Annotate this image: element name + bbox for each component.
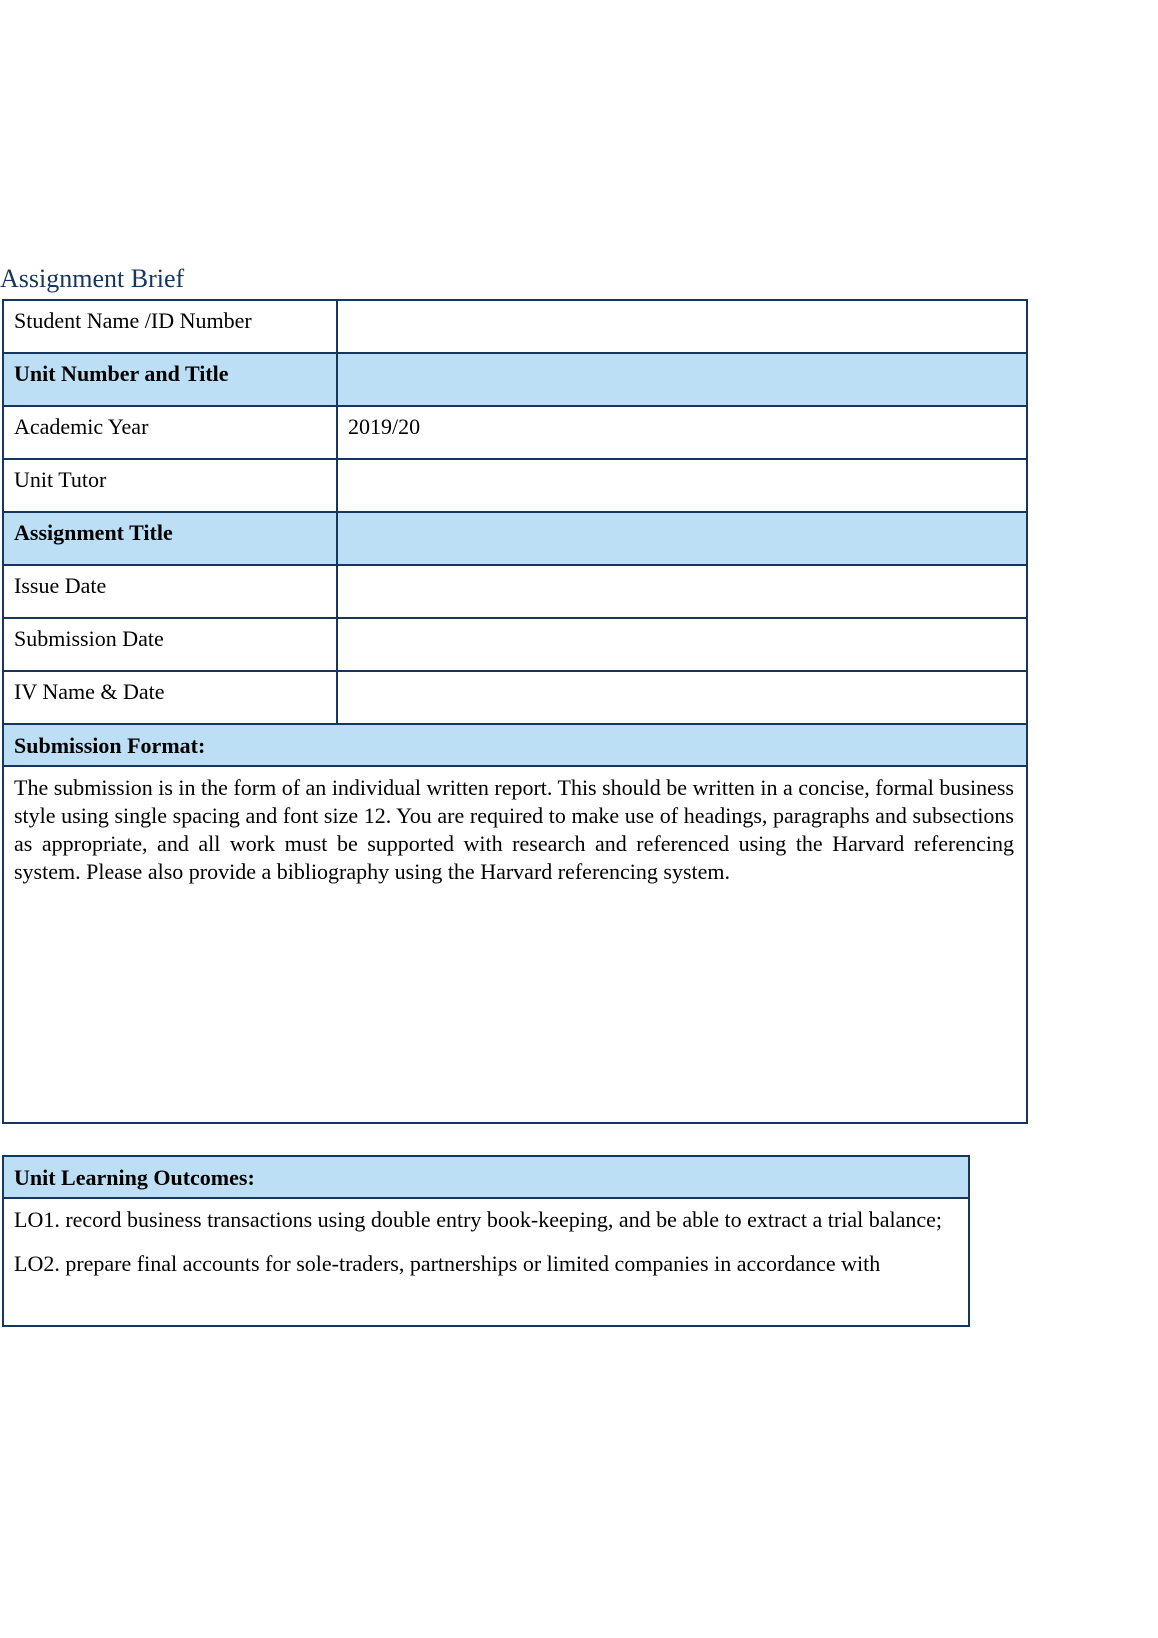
issue-date-label: Issue Date xyxy=(3,565,337,618)
iv-name-value[interactable] xyxy=(337,671,1027,724)
unit-tutor-label: Unit Tutor xyxy=(3,459,337,512)
learning-outcomes-heading-row xyxy=(3,1156,969,1198)
submission-date-value[interactable] xyxy=(337,618,1027,671)
assignment-title-value[interactable] xyxy=(337,512,1027,565)
assignment-brief-table xyxy=(2,299,1028,1124)
student-name-value[interactable] xyxy=(337,300,1027,353)
submission-format-heading-row xyxy=(3,724,1027,766)
academic-year-label: Academic Year xyxy=(3,406,337,459)
table-row-academic-year xyxy=(3,406,1027,459)
submission-format-body-row xyxy=(3,766,1027,1123)
academic-year-value[interactable]: 2019/20 xyxy=(337,406,1027,459)
table-row-unit-tutor xyxy=(3,459,1027,512)
unit-number-label: Unit Number and Title xyxy=(3,353,337,406)
student-name-label: Student Name /ID Number xyxy=(3,300,337,353)
table-row-student-name xyxy=(3,300,1027,353)
iv-name-label: IV Name & Date xyxy=(3,671,337,724)
learning-outcome-item: LO2. prepare final accounts for sole-traders, partnerships or limited companies in accordance with xyxy=(14,1251,881,1276)
unit-number-value[interactable] xyxy=(337,353,1027,406)
assignment-title-label: Assignment Title xyxy=(3,512,337,565)
submission-format-text: The submission is in the form of an individual written report. This should be written in a concise, formal business style using single spacing and font size 12. You are required to make use of headings, paragraphs and subsections as appropriate, and all work must be supported with research and referenced using the Harvard referencing system. Please also provide a bibliography using the Harvard referencing system. xyxy=(3,766,1027,1123)
table-row-assignment-title xyxy=(3,512,1027,565)
unit-tutor-value[interactable] xyxy=(337,459,1027,512)
submission-format-heading: Submission Format: xyxy=(3,724,1027,766)
learning-outcomes-table xyxy=(2,1155,970,1327)
issue-date-value[interactable] xyxy=(337,565,1027,618)
learning-outcomes-body-row xyxy=(3,1198,969,1326)
table-row-iv-name xyxy=(3,671,1027,724)
submission-date-label: Submission Date xyxy=(3,618,337,671)
learning-outcome-item: LO1. record business transactions using double entry book-keeping, and be able to extract a trial balance; xyxy=(14,1207,942,1232)
table-row-submission-date xyxy=(3,618,1027,671)
learning-outcomes-list xyxy=(3,1198,969,1326)
table-row-issue-date xyxy=(3,565,1027,618)
table-row-unit-number xyxy=(3,353,1027,406)
page-title: Assignment Brief xyxy=(0,264,185,293)
learning-outcomes-heading: Unit Learning Outcomes: xyxy=(3,1156,969,1198)
